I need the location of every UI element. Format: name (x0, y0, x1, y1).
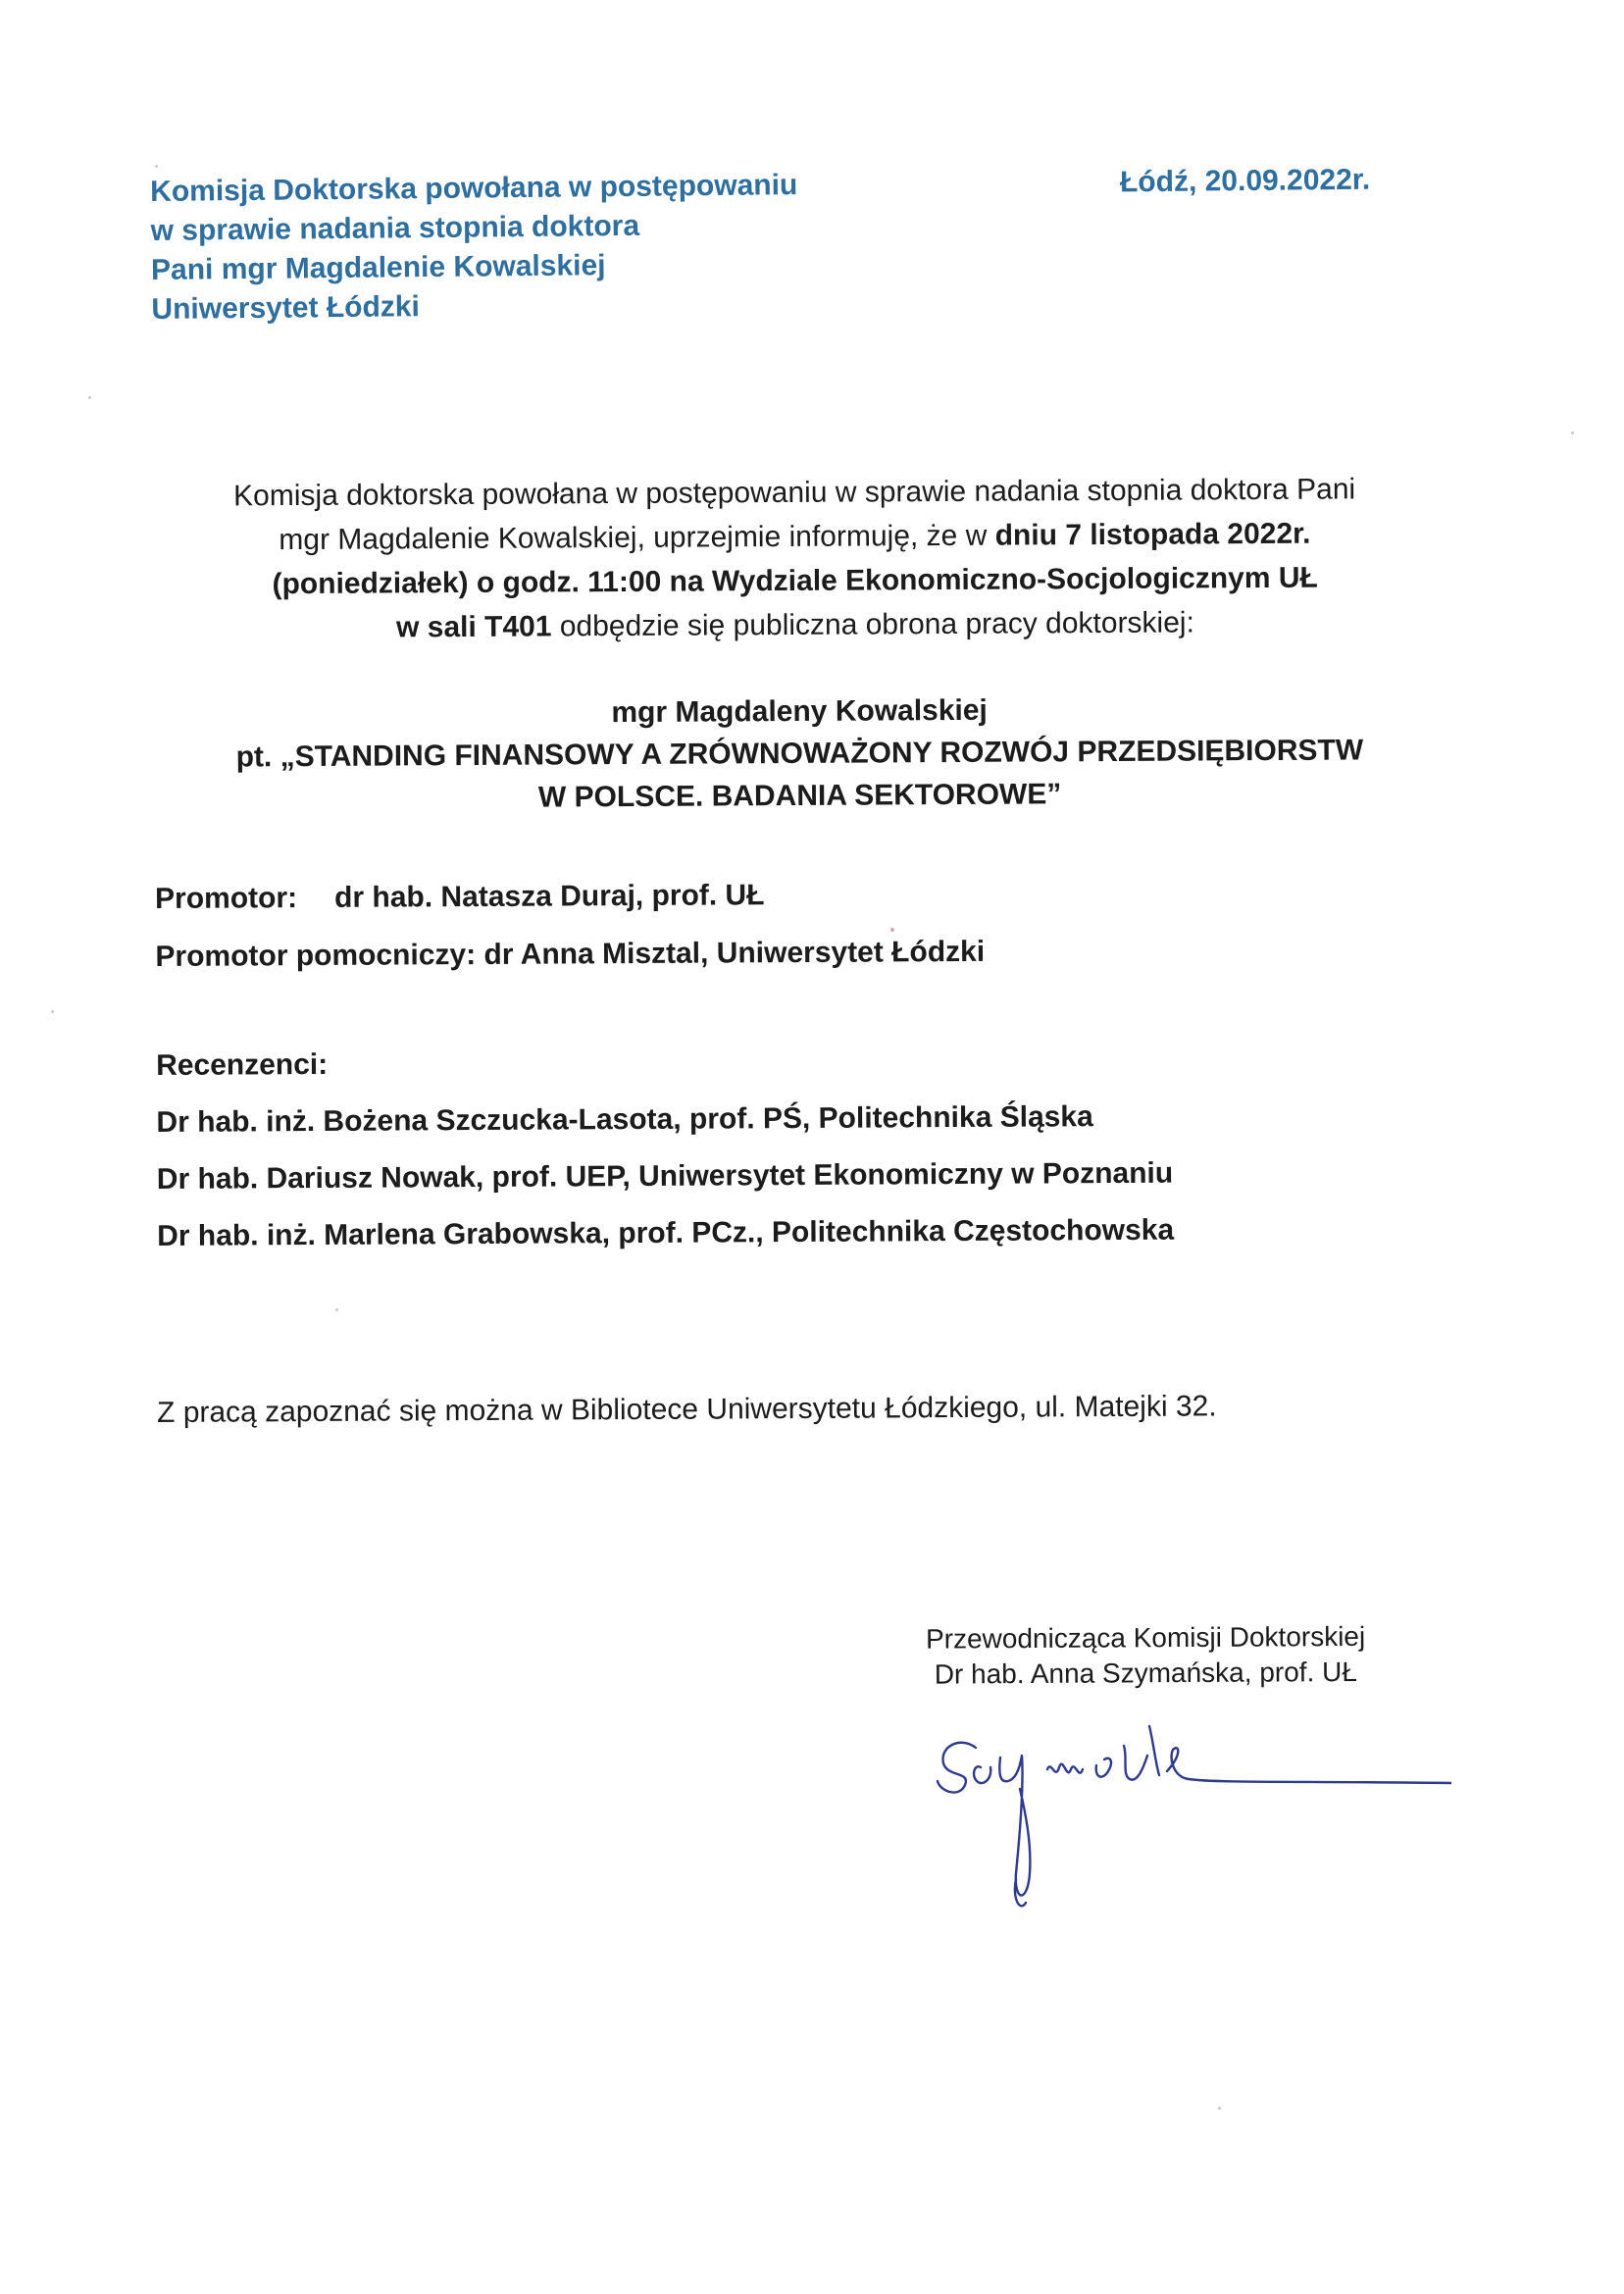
scan-speck (335, 1308, 338, 1311)
auxiliary-promotor-row (155, 936, 985, 974)
committee-header-line-3: Pani mgr Magdalenie Kowalskiej (150, 249, 606, 286)
reviewer-item: Dr hab. Dariusz Nowak, prof. UEP, Uniwersytet Ekonomiczny w Poznaniu (156, 1156, 1174, 1196)
committee-members (155, 875, 1381, 1252)
announcement-line-4 (138, 599, 1452, 651)
document-date: Łódź, 20.09.2022r. (1119, 163, 1371, 199)
announcement-text: Komisja doktorska powołana w postępowaniu w sprawie nadania stopnia doktora Pani (233, 473, 1356, 513)
signatory-role: Przewodnicząca Komisji Doktorskiej (925, 1620, 1366, 1655)
committee-header-line-2: w sprawie nadania stopnia doktora (150, 209, 640, 247)
promotor-row (155, 879, 765, 916)
committee-header-line-4: Uniwersytet Łódzki (151, 290, 421, 326)
promotor-name: dr hab. Natasza Duraj, prof. UŁ (333, 879, 765, 914)
announcement-text: mgr Magdalenie Kowalskiej, uprzejmie informuję, że w (279, 519, 995, 557)
scan-speck (1218, 2107, 1221, 2110)
scan-speck (1571, 432, 1574, 434)
defense-time-place: (poniedziałek) o godz. 11:00 na Wydziale Ekonomiczno-Socjologicznym UŁ (272, 561, 1318, 601)
defense-room: w sali T401 (395, 610, 552, 644)
signature-block (871, 1619, 1420, 1693)
scan-speck (51, 1010, 54, 1013)
committee-header-line-1: Komisja Doktorska powołana w postępowaniu (150, 169, 798, 208)
thesis-title-line-2: W POLSCE. BADANIA SEKTOROWE” (537, 778, 1062, 814)
handwritten-signature (922, 1707, 1451, 1922)
reviewer-item: Dr hab. inż. Marlena Grabowska, prof. PCz., Politechnika Częstochowska (157, 1213, 1175, 1252)
committee-header (150, 165, 917, 330)
reviewer-item: Dr hab. inż. Bożena Szczucka-Lasota, prof. PŚ, Politechnika Śląska (156, 1100, 1093, 1139)
announcement-paragraph (137, 467, 1452, 651)
announcement-text: odbędzie się publiczna obrona pracy doktorskiej: (551, 606, 1194, 643)
auxiliary-promotor-name: dr Anna Misztal, Uniwersytet Łódzki (483, 935, 986, 971)
announcement-line-2 (137, 511, 1451, 563)
scan-speck (88, 396, 91, 399)
reviewers-label: Recenzenci: (156, 1047, 329, 1082)
defense-date: dniu 7 listopada 2022r. (994, 517, 1311, 552)
announcement-line-1 (137, 467, 1451, 519)
thesis-author: mgr Magdaleny Kowalskiej (611, 693, 988, 730)
promotor-label: Promotor: (155, 882, 298, 915)
announcement-line-3 (138, 555, 1452, 607)
thesis-block (147, 687, 1452, 821)
thesis-title-line-1: pt. „STANDING FINANSOWY A ZRÓWNOWAŻONY ROZWÓJ PRZEDSIĘBIORSTW (235, 734, 1364, 774)
scan-speck (155, 165, 158, 168)
scan-speck (890, 928, 894, 932)
closing-note: Z pracą zapoznać się można w Bibliotece Uniwersytetu Łódzkiego, ul. Matejki 32. (157, 1390, 1217, 1429)
signatory-name: Dr hab. Anna Szymańska, prof. UŁ (934, 1656, 1357, 1690)
auxiliary-promotor-label: Promotor pomocniczy: (155, 939, 477, 973)
